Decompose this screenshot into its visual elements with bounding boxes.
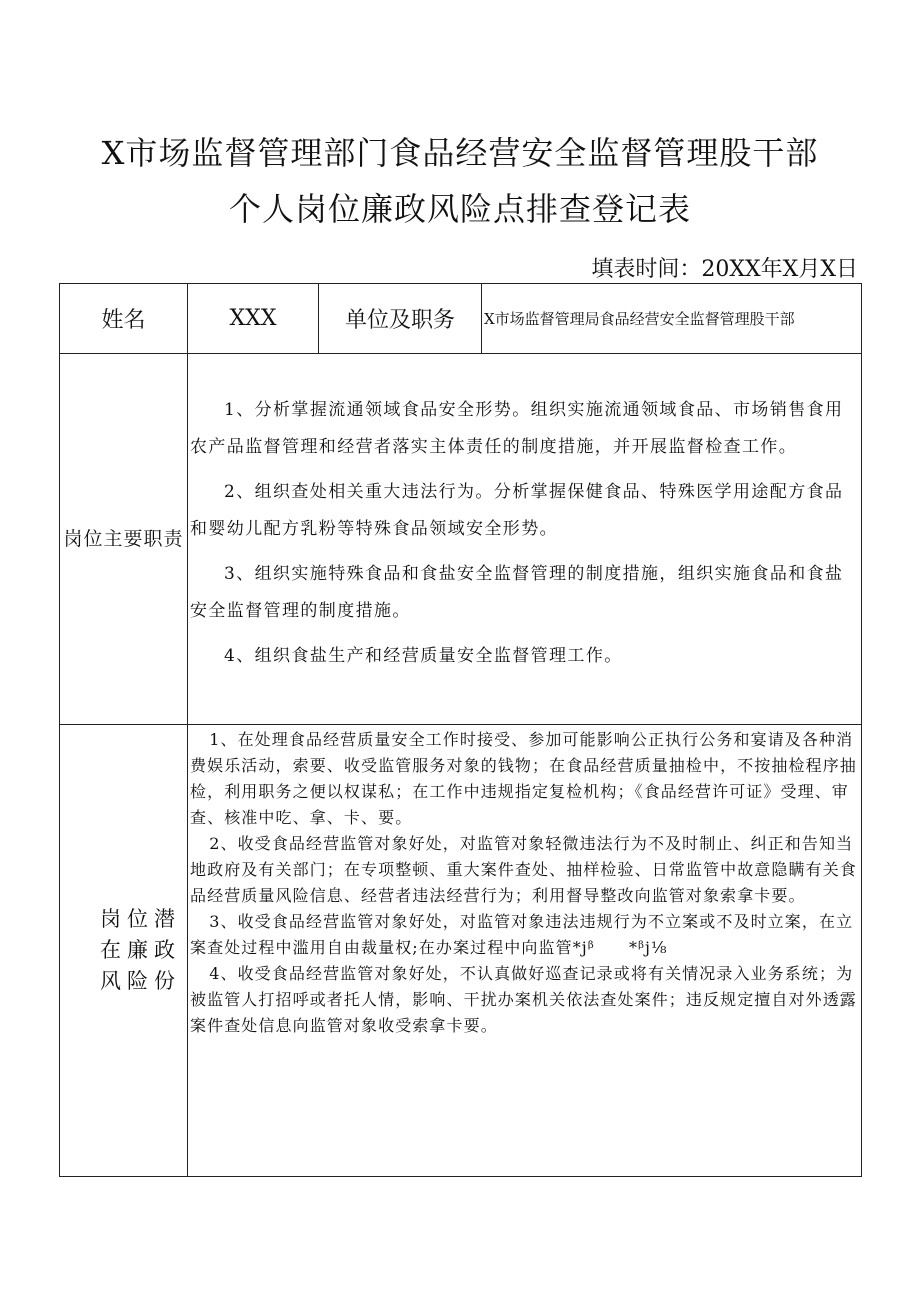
risk-item: 2、收受食品经营监管对象好处，对监管对象轻微违法行为不及时制止、纠正和告知当地政府及有关部门；在专项整顿、重大案件查处、抽样检验、日常监管中故意隐瞒有关食品经营质量风险信息、经营者违法经营行为；利用督导整改向监管对象索拿卡要。 xyxy=(190,834,857,905)
unit-position-label: 单位及职务 xyxy=(319,284,482,354)
risk-item: 3、收受食品经营监管对象好处，对监管对象违法违规行为不立案或不及时立案，在立案查处过程中滥用自由裁量权;在办案过程中向监管*jᵝ *ᵝj⅛ xyxy=(190,912,854,957)
risks-label: 岗位潜在廉政风险份 xyxy=(60,725,188,1177)
name-value: XXX xyxy=(188,284,319,354)
risks-content xyxy=(188,725,862,1177)
duty-item: 4、组织食盐生产和经营质量安全监督管理工作。 xyxy=(224,646,623,666)
name-label: 姓名 xyxy=(60,284,188,354)
duties-content xyxy=(188,354,862,725)
duty-item: 3、组织实施特殊食品和食盐安全监督管理的制度措施，组织实施食品和食盐安全监督管理的制度措施。 xyxy=(190,564,844,621)
header-row xyxy=(60,284,862,354)
document-title-line2: 个人岗位廉政风险点排查登记表 xyxy=(228,190,691,228)
duty-item: 2、组织查处相关重大违法行为。分析掌握保健食品、特殊医学用途配方食品和婴幼儿配方乳粉等特殊食品领域安全形势。 xyxy=(190,482,844,539)
registration-form-table xyxy=(59,283,862,1177)
risk-item: 1、在处理食品经营质量安全工作时接受、参加可能影响公正执行公务和宴请及各种消费娱乐活动，索要、收受监管服务对象的钱物；在食品经营质量抽检中，不按抽检程序抽检，利用职务之便以权谋私；在工作中违规指定复检机构；《食品经营许可证》受理、审查、核准中吃、拿、卡、要。 xyxy=(190,730,857,827)
unit-position-value: X市场监督管理局食品经营安全监督管理股干部 xyxy=(482,284,862,354)
duties-row xyxy=(60,354,862,725)
duties-label: 岗位主要职责 xyxy=(60,354,188,725)
risk-item: 4、收受食品经营监管对象好处，不认真做好巡查记录或将有关情况录入业务系统；为被监管人打招呼或者托人情，影响、干扰办案机关依法查处案件；违反规定擅自对外透露案件查处信息向监管对象收受索拿卡要。 xyxy=(190,964,857,1035)
fill-date: 填表时间：20XX年X月X日 xyxy=(591,257,858,282)
risks-row xyxy=(60,725,862,1177)
duty-item: 1、分析掌握流通领域食品安全形势。组织实施流通领域食品、市场销售食用农产品监督管理和经营者落实主体责任的制度措施，并开展监督检查工作。 xyxy=(190,400,844,457)
document-title-line1: X市场监督管理部门食品经营安全监督管理股干部 xyxy=(101,134,819,172)
